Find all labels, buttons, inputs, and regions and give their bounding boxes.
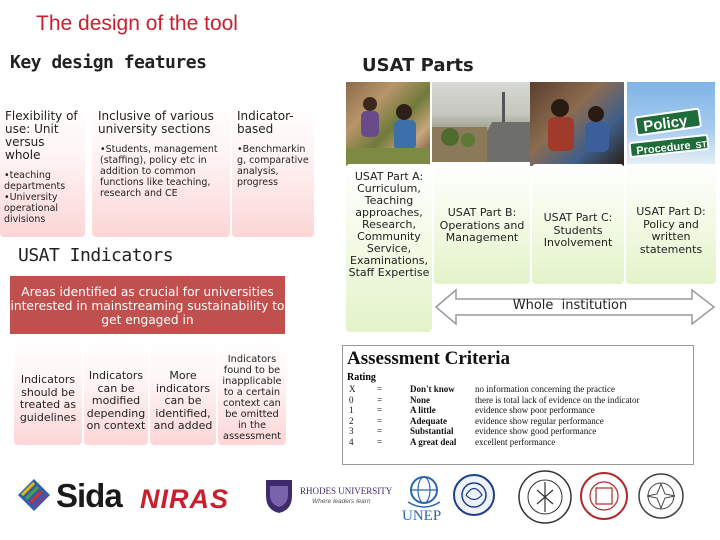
photo-people-image — [346, 82, 430, 166]
usat-part-d-card — [626, 164, 716, 284]
indicator-card — [150, 340, 216, 445]
university-seal-3-icon — [579, 470, 629, 522]
photo-students-icon — [530, 82, 624, 166]
rhodes-shield-icon — [264, 478, 294, 514]
rhodes-text: RHODES UNIVERSITY — [300, 486, 393, 496]
usat-part-text: USAT Part C: Students Involvement — [543, 211, 613, 249]
feature-bullet: •Students, management (staffing), policy etc in addition to common functions like teaching, research and CE — [100, 144, 218, 199]
rating-value: X — [349, 384, 356, 394]
usat-part-text: USAT Part A: Curriculum, Teaching approaches, Research, Community Service, Examinations, Staff Expertise — [348, 170, 430, 279]
university-seal-4-icon — [636, 470, 686, 522]
rating-label: Substantial — [410, 426, 454, 436]
feature-card-flexibility — [0, 102, 85, 237]
indicators-banner: Areas identified as crucial for universities interested in mainstreaming sustainability to get engaged in — [10, 276, 285, 334]
sida-text: Sida — [56, 477, 122, 514]
rating-header: Rating — [347, 372, 376, 383]
rating-label: Don't know — [410, 384, 455, 394]
procedure-sign — [628, 134, 709, 158]
feature-bullet: •Benchmarkin g, comparative analysis, progress — [237, 144, 309, 188]
rating-equals: = — [377, 415, 383, 426]
sida-mark-icon — [14, 475, 52, 515]
university-seal-2-icon — [515, 468, 575, 526]
photo-signs-image — [627, 82, 715, 166]
feature-card-title: Flexibility of use: Unit versus whole — [5, 109, 78, 162]
procedure-sign-text: Procedure — [635, 139, 692, 158]
indicator-card-text: Indicators found to be inapplicable to a certain context can be omitted in the assessment — [222, 354, 282, 442]
rating-equals: = — [377, 426, 383, 436]
photo-students-image — [530, 82, 624, 166]
indicator-card-text: Indicators should be treated as guidelines — [19, 373, 77, 424]
feature-card-title: Indicator-based — [237, 109, 294, 136]
indicator-card-text: More indicators can be identified, and added — [153, 369, 213, 432]
rating-value: 4 — [349, 436, 354, 447]
usat-part-a-card — [346, 164, 432, 332]
photo-figures-icon — [346, 82, 430, 166]
indicator-card — [14, 340, 82, 445]
rating-description: no information concerning the practice — [475, 384, 615, 394]
rating-label: Adequate — [410, 415, 448, 426]
feature-card-inclusive — [92, 102, 230, 237]
usat-part-c-card — [532, 164, 624, 284]
rating-label: A great deal — [410, 436, 457, 447]
st-sign-text: ST — [695, 139, 708, 151]
rating-equals: = — [377, 394, 383, 405]
rating-value: 1 — [349, 405, 354, 415]
parts-heading: USAT Parts — [362, 55, 474, 76]
policy-sign-text: Policy — [642, 112, 689, 136]
rating-equals: = — [377, 436, 383, 447]
rating-value: 2 — [349, 415, 354, 426]
rhodes-logo — [264, 476, 400, 516]
sida-logo — [14, 475, 134, 517]
indicator-card-text: Indicators can be modified depending on context — [86, 369, 146, 432]
unep-logo — [400, 472, 448, 527]
rating-equals: = — [377, 384, 383, 394]
slide-title: The design of the tool — [36, 12, 238, 35]
photo-road-image — [432, 82, 530, 162]
rating-value: 3 — [349, 426, 354, 436]
rating-equals: = — [377, 405, 383, 415]
unep-emblem-icon — [400, 472, 448, 508]
rating-value: 0 — [349, 394, 354, 405]
unep-text: UNEP — [402, 508, 442, 524]
usat-part-text: USAT Part D: Policy and written statements — [636, 205, 706, 256]
rating-label: None — [410, 394, 430, 405]
usat-part-text: USAT Part B: Operations and Management — [439, 206, 525, 244]
indicator-card — [218, 340, 286, 445]
university-seal-1-icon — [452, 470, 496, 520]
feature-card-title: Inclusive of various university sections — [98, 109, 214, 136]
rating-description: evidence show regular performance — [475, 415, 604, 426]
rating-label: A little — [410, 405, 436, 415]
indicator-card — [84, 340, 148, 445]
policy-sign — [634, 108, 702, 137]
rating-description: there is total lack of evidence on the indicator — [475, 394, 640, 405]
assessment-criteria-title: Assessment Criteria — [347, 348, 511, 369]
indicators-heading: USAT Indicators — [18, 245, 174, 266]
niras-logo: NIRAS — [140, 484, 230, 514]
photo-road-icon — [432, 82, 530, 162]
whole-institution-label: Whole institution — [512, 298, 628, 313]
rating-description: evidence show poor performance — [475, 405, 595, 415]
rating-description: excellent performance — [475, 436, 556, 447]
rhodes-subtext: Where leaders learn — [312, 498, 371, 505]
feature-bullet: •University operational divisions — [4, 192, 59, 225]
rating-description: evidence show good performance — [475, 426, 597, 436]
usat-part-b-card — [434, 164, 530, 284]
feature-card-indicator — [232, 102, 314, 237]
key-features-heading: Key design features — [10, 52, 207, 73]
feature-bullet: •teaching departments — [4, 170, 66, 192]
